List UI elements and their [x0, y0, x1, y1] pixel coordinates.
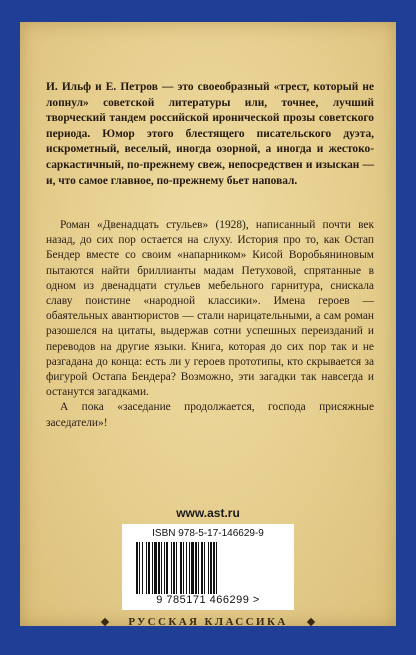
barcode-bar [186, 542, 187, 594]
barcode-bar [176, 542, 177, 594]
barcode-bar [161, 542, 162, 594]
barcode-bar [201, 542, 203, 594]
barcode-bar [195, 542, 197, 594]
barcode-bar [148, 542, 150, 594]
barcode-bar [189, 542, 190, 594]
description-paragraph: Роман «Двенадцать стульев» (1928), написанный почти век назад, до сих пор остается на слуху. История про то, как Остап Бендер вместе со своим «напарником» Кисой Воробьяниновым пытаются найти бриллианты мадам Петуховой, спрятанные в одном из двенадцати стульев мебельного гарнитура, снискала славу поистине «народной классики». Имена героев — обаятельных авантюристов — стали нарицательными, а сам роман разошелся на цитаты, выдержав сотни успешных переизданий и переводов на другие языки. Книга, которая до сих пор так и не разгадана до конца: есть ли у героев прототипы, кто скрывается за фигурой Остапа Бендера? Возможно, эти загадки так навсегда и останутся загадками. [46, 219, 374, 399]
barcode-bar [166, 542, 168, 594]
barcode-bar [158, 542, 160, 594]
barcode-digits: 9 785171 466299 > [156, 594, 260, 606]
description [46, 218, 374, 431]
barcode-bar [154, 542, 157, 594]
text-panel [20, 22, 396, 626]
barcode-bar [142, 542, 143, 594]
barcode-bar [164, 542, 165, 594]
barcode-bar [210, 542, 212, 594]
barcode-bar [208, 542, 209, 594]
barcode-bar [173, 542, 175, 594]
barcode-bar [152, 542, 153, 594]
barcode-bar [139, 542, 140, 594]
series-title: РУССКАЯ КЛАССИКА [128, 616, 288, 628]
barcode-bar [191, 542, 194, 594]
barcode-icon [136, 542, 280, 594]
series-line [20, 616, 396, 630]
barcode-bar [146, 542, 147, 594]
barcode-bar [136, 542, 138, 594]
barcode-bar [171, 542, 172, 594]
barcode-bar [204, 542, 205, 594]
closing-paragraph: А пока «заседание продолжается, господа присяжные заседатели»! [46, 401, 374, 429]
barcode-block [122, 524, 294, 610]
barcode-bar [198, 542, 199, 594]
isbn-text: ISBN 978-5-17-146629-9 [152, 528, 264, 539]
barcode-bar [213, 542, 215, 594]
barcode-bar [183, 542, 184, 594]
barcode-bar [216, 542, 217, 594]
publisher-url: www.ast.ru [176, 506, 240, 520]
barcode-bar [180, 542, 182, 594]
intro-paragraph: И. Ильф и Е. Петров — это своеобразный «трест, который не лопнул» советской литературы или, точнее, лучший творческий тандем российской иронической прозы советского периода. Юмор этого блестящего писательского дуэта, искрометный, веселый, иногда озорной, а иногда и жестоко-саркастичный, по-прежнему свеж, непосредствен и изыскан — и, что самое главное, по-прежнему бьет наповал. [46, 81, 374, 187]
